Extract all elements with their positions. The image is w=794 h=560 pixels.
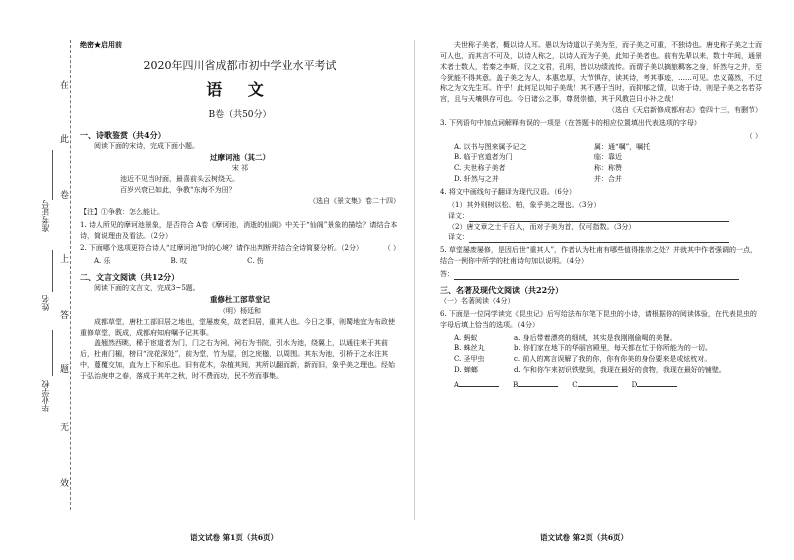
- answer-line[interactable]: [454, 271, 739, 280]
- blank-d[interactable]: D: [632, 378, 678, 391]
- seal-line: [70, 40, 71, 510]
- subject-title: 语 文: [206, 79, 274, 99]
- poem-line: b. 你们家在地下的华丽宫殿里，每天都在忙于你所能为的一切。: [514, 344, 712, 353]
- section-heading: 二、文言文阅读（共12分）: [80, 272, 180, 283]
- answer-paren[interactable]: （ ）: [745, 131, 762, 140]
- section-intro: 阅读下面的宋诗，完成下面小题。: [94, 142, 199, 151]
- q3-option[interactable]: [454, 163, 704, 174]
- option-text: C. 夫世称子美者: [454, 164, 506, 173]
- margin-char: 答: [60, 311, 70, 321]
- option-text: D. 轩然与之并: [454, 175, 499, 184]
- essay-author: （明）杨廷和: [219, 306, 261, 315]
- exam-number-line[interactable]: [52, 150, 53, 200]
- section-heading: 三、名著及现代文阅读（共22分）: [440, 284, 564, 295]
- subsection-heading: （一）名著阅读（4分）: [440, 297, 515, 306]
- q3-option[interactable]: [454, 152, 704, 163]
- option-gloss: 并：合并: [594, 175, 622, 184]
- binding-margin: [0, 0, 78, 560]
- question-2: [80, 243, 400, 254]
- margin-char: 卷: [60, 191, 70, 201]
- margin-char: 效: [60, 479, 70, 489]
- poem-title: 过摩诃池（其二）: [210, 152, 270, 162]
- option-text: B. 临于官道者为门: [454, 153, 513, 162]
- match-row: [454, 333, 762, 344]
- margin-char: 无: [60, 423, 70, 433]
- margin-char: 在: [60, 81, 70, 91]
- page-divider: [414, 40, 415, 520]
- option[interactable]: B. 叹: [170, 257, 188, 266]
- translate-label: 译文：: [448, 211, 469, 220]
- option-gloss: 称：称赞: [594, 164, 622, 173]
- q4-part-2: （2）唐文章之士千百人，而对子美为首，仅可指数。（3分）: [448, 222, 636, 231]
- match-row: [454, 354, 762, 365]
- blank-b[interactable]: B: [513, 378, 558, 391]
- blank-c[interactable]: C: [572, 378, 617, 391]
- option[interactable]: C. 伤: [247, 257, 264, 266]
- answer-label: 答：: [440, 269, 454, 278]
- poem-author: 宋 祁: [231, 164, 249, 173]
- essay-source: （选自《天启新修成都府志》卷四十三，有删节）: [608, 106, 762, 115]
- answer-paren[interactable]: （ ）: [383, 244, 400, 253]
- blank-a[interactable]: A: [454, 378, 499, 391]
- translate-label: 译文：: [448, 233, 469, 242]
- section-heading: 一、诗歌鉴赏（共4分）: [80, 129, 166, 140]
- essay-title: 重修杜工部草堂记: [210, 295, 270, 305]
- poem-line: a. 身后带着漂亮的细绒，其实是我刚刚偷喝的美餐。: [514, 333, 677, 342]
- option[interactable]: A. 乐: [94, 257, 111, 266]
- field-exam-number: 准考证号: [41, 200, 50, 232]
- field-school: 毕业学校: [41, 380, 50, 412]
- question-1: 1. 诗人所见的摩诃池景象，是否符合 A卷《摩诃池，消逝的仙阁》中关于“仙阁”景象的描绘？请结合本诗，简说理由及看法。（2分）: [80, 220, 398, 240]
- name-line[interactable]: [52, 250, 53, 292]
- option-gloss: 临：靠近: [594, 153, 622, 162]
- essay-paragraph: 夫世称子美者，概以诗人耳。愚以为诗道以子美为至，而子美之可重，不独诗也。唐史称子美之士而可人也，而其言不可及，以诗人称之，以诗人而为子美，此知子美者也。前有先辈以来，数十年间，通景术者士数人，若秦之李斯，汉之文君，孔明，皆以功绩流传。而谓子美以摘旅羁客之身，轩然与之并，至今犹能不得其意。盖子美之为人，本惠忠厚，大节惧存，读其诗，考其事迹，……可见。忠义蔼然，不过称之为文先生耳。许乎！此何足以知子美哉！其不遇于当时，而抑郁之情，以寄于诗，则是子美之名若芬宫，且与天壤俱存可也。今日诸公之事，尊贤崇德，其于风教岂曰小补之哉！: [440, 41, 762, 104]
- question-2-text: 2. 下面哪个选项更符合诗人“过摩诃池”时的心境？请作出判断并结合全诗简要分析。（2分）: [80, 244, 364, 253]
- question-4: 4. 将文中画线句子翻译为现代汉语。（6分）: [440, 187, 576, 196]
- essay-paragraph: 成都草堂，唐杜工部旧居之地也，堂屡废矣，故老旧居，重其人也。今日之事，则蜀地宜为布政使重修草堂，既成，成都府知府嘱予记其事。: [80, 317, 395, 337]
- margin-char: 上: [60, 255, 70, 265]
- fill-blanks: [454, 378, 762, 391]
- question-5: 5. 草堂屡废屡修，是因后世“重其人”，作者认为杜甫有哪些值得推崇之处？并就其中作者强调的一点，结合一例你中所学的杜甫诗句加以说明。（4分）: [440, 246, 758, 266]
- option-text: A. 以书与图来属予记之: [454, 142, 527, 151]
- essay-paragraph: 盖翘然西眺，稀于宦道者为门，门之右为祠，祠右为书院，引水为池，绕翼上，以通往来于其前后，杜甫门楣，榜曰“浣花深处”，前为堂，竹为屋，创之庑楹，以周围。其东为池，引桥于之水注其中，蔓覆交加，直为上下和乐也。旧有花木，杂植其间，其所以翻而新，新而旧，象乎美之理也。经始于弘治庚申之春，落成于其年之秋，时不费而功，民不劳而事集。: [80, 339, 395, 380]
- poem-line: d. 乍和你乍来初识铁壁到，我现在最好的食物，我现在最好的铺壁。: [514, 366, 726, 375]
- translate-row: [448, 211, 762, 222]
- question-6: 6. 下面是一位同学读完《昆虫记》后写给法布尔笔下昆虫的小诗，请根据你的阅读体验，在代表昆虫的字母后填上恰当的选项。（4分）: [440, 309, 757, 329]
- margin-char: 此: [60, 135, 70, 145]
- school-line[interactable]: [52, 330, 53, 376]
- exam-title: 2020年四川省成都市初中学业水平考试: [143, 58, 337, 72]
- field-name: 姓名: [41, 295, 50, 311]
- left-page: [80, 40, 400, 382]
- secret-mark: 绝密★启用前: [80, 40, 122, 49]
- right-page: [440, 40, 762, 391]
- answer-line[interactable]: [469, 234, 729, 243]
- answer-line[interactable]: [469, 213, 729, 222]
- option-gloss: 属：通“嘱”，嘱托: [594, 142, 651, 151]
- margin-char: 题: [60, 365, 70, 375]
- q3-option[interactable]: [454, 174, 704, 185]
- poem-source: （选自《景文集》卷二十四）: [309, 197, 400, 206]
- insect-label: A. 蚂蚁: [454, 333, 478, 342]
- q4-part-1: （1）其外则树以松、柏，象乎美之理也。（3分）: [448, 200, 601, 209]
- insect-label: D. 蝉螂: [454, 366, 478, 375]
- volume-title: B卷（共50分）: [208, 109, 272, 120]
- answer-row: [440, 269, 762, 280]
- section-intro: 阅读下面的文言文，完成3~5题。: [94, 284, 200, 293]
- poem-line: 百岁兴衰已如此，争教“东海不为田？: [120, 186, 236, 195]
- insect-label: C. 圣甲虫: [454, 355, 485, 364]
- poem-line: c. 前人的寓言误解了我的你，你有你美的身份要来是或炫枕对。: [514, 355, 712, 364]
- poem-note: 【注】①争教：怎么能让。: [80, 207, 164, 216]
- page-footer-left: 语文试卷 第1页（共6页）: [190, 533, 279, 542]
- q2-options: [94, 256, 400, 267]
- translate-row: [448, 232, 762, 243]
- page-footer-right: 语文试卷 第2页（共6页）: [540, 533, 629, 542]
- insect-label: B. 蛛丝丸: [454, 344, 485, 353]
- q3-option[interactable]: [454, 142, 704, 153]
- poem-line: 池近不见当时面，最喜前头云树绕天。: [120, 175, 239, 184]
- question-3: 3. 下列语句中加点词解释有误的一项是（在答题卡的相应位置填出代表选项的字母）: [440, 118, 701, 127]
- match-row: [454, 365, 762, 376]
- match-row: [454, 343, 762, 354]
